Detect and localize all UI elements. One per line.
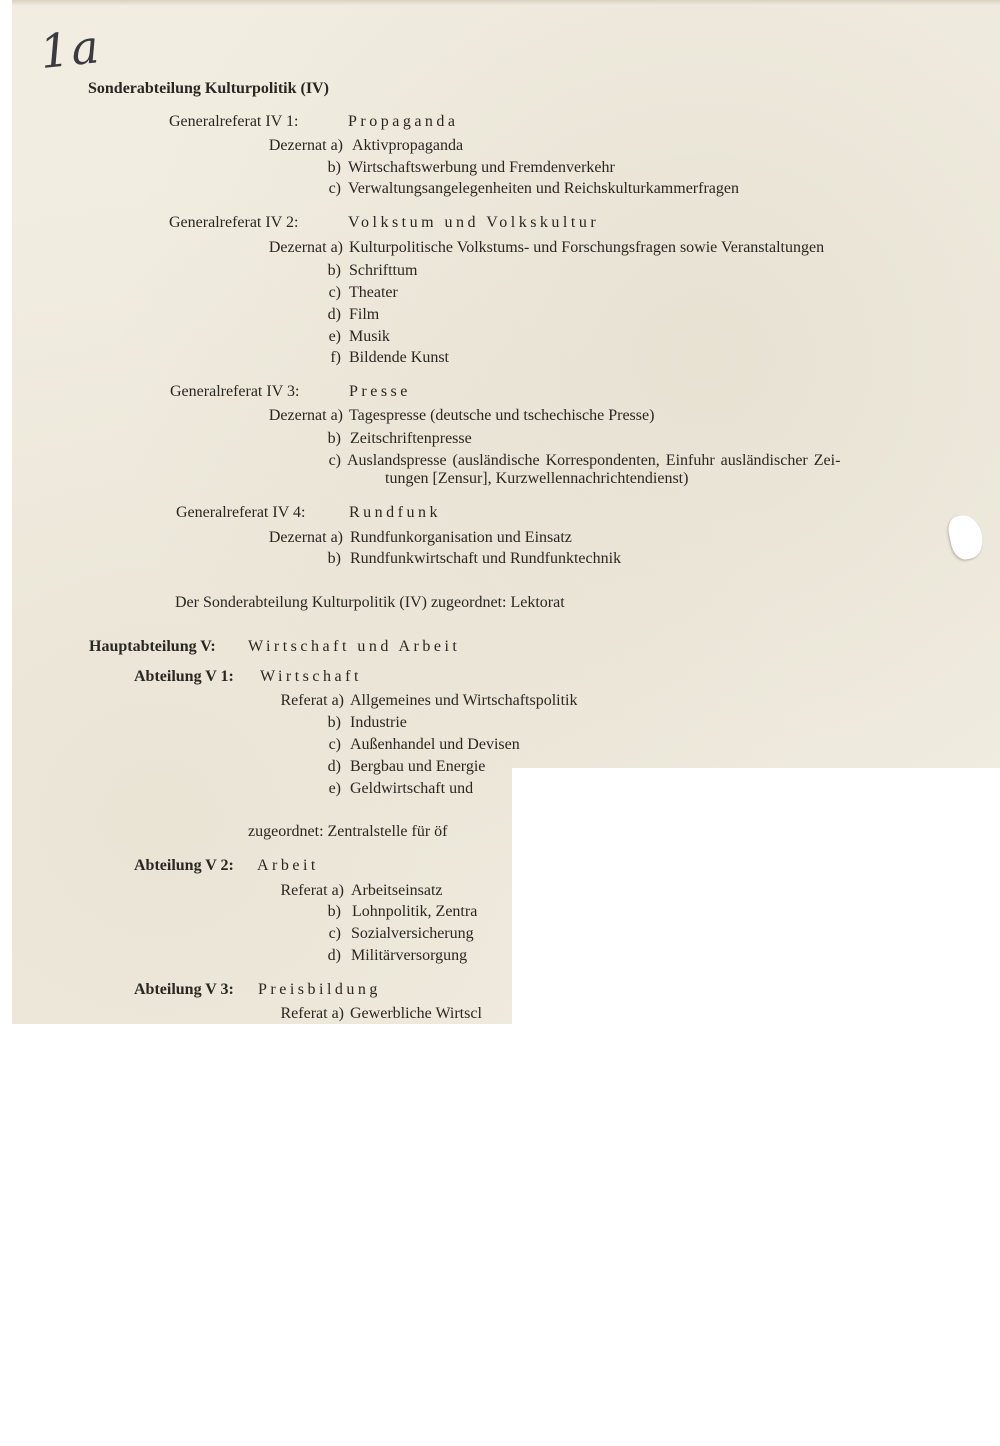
item-prefix: d) — [327, 306, 341, 323]
list-item: Auslandspresse (ausländische Korrespondenten, Einfuhr ausländischer Zei- — [347, 452, 841, 469]
list-item: Theater — [349, 284, 398, 301]
abteilung-name: Arbeit — [257, 857, 319, 874]
item-prefix: b) — [327, 550, 341, 567]
list-item: Zeitschriftenpresse — [350, 430, 472, 447]
list-item: Tagespresse (deutsche und tschechische Presse) — [349, 407, 655, 424]
page-edge — [12, 0, 1000, 6]
item-prefix: Dezernat a) — [268, 239, 343, 256]
generalreferat-name: Rundfunk — [349, 504, 441, 521]
list-item-continuation: tungen [Zensur], Kurzwellennachrichtendienst) — [385, 470, 689, 487]
item-prefix: Dezernat a) — [268, 529, 343, 546]
item-prefix: c) — [328, 452, 341, 469]
item-prefix: d) — [327, 758, 341, 775]
assigned-note: Der Sonderabteilung Kulturpolitik (IV) zugeordnet: Lektorat — [175, 594, 565, 611]
abteilung-label: Abteilung V 3: — [134, 981, 234, 998]
item-prefix: Referat a) — [280, 1005, 344, 1022]
assigned-note: zugeordnet: Zentralstelle für öf — [248, 823, 448, 840]
list-item: Rundfunkorganisation und Einsatz — [350, 529, 572, 546]
generalreferat-label: Generalreferat IV 4: — [176, 504, 306, 521]
generalreferat-name: Volkstum und Volkskultur — [348, 214, 600, 231]
abteilung-label: Abteilung V 2: — [134, 857, 234, 874]
generalreferat-name: Presse — [349, 383, 411, 400]
item-prefix: b) — [327, 262, 341, 279]
item-prefix: f) — [330, 349, 341, 366]
list-item: Aktivpropaganda — [352, 137, 464, 154]
item-prefix: c) — [328, 180, 341, 197]
generalreferat-label: Generalreferat IV 2: — [169, 214, 299, 231]
list-item: Geldwirtschaft und — [350, 780, 474, 797]
list-item: Militärversorgung — [351, 947, 468, 964]
item-prefix: Referat a) — [280, 692, 344, 709]
list-item: Film — [349, 306, 380, 323]
item-prefix: Dezernat a) — [268, 137, 343, 154]
list-item: Bergbau und Energie — [350, 758, 486, 775]
list-item: Außenhandel und Devisen — [350, 736, 520, 753]
item-prefix: c) — [328, 736, 341, 753]
item-prefix: d) — [327, 947, 341, 964]
item-prefix: b) — [327, 159, 341, 176]
section-title: Hauptabteilung V: — [89, 638, 216, 655]
item-prefix: c) — [328, 284, 341, 301]
list-item: Verwaltungsangelegenheiten und Reichskulturkammerfragen — [348, 180, 739, 197]
abteilung-name: Wirtschaft — [260, 668, 362, 685]
generalreferat-label: Generalreferat IV 1: — [169, 113, 299, 130]
list-item: Bildende Kunst — [349, 349, 449, 366]
generalreferat-name: Propaganda — [348, 113, 459, 130]
item-prefix: Dezernat a) — [268, 407, 343, 424]
list-item: Arbeitseinsatz — [351, 882, 443, 899]
list-item: Schrifttum — [349, 262, 418, 279]
blank-cutout — [512, 768, 1000, 1024]
section-title: Sonderabteilung Kulturpolitik (IV) — [88, 80, 329, 97]
list-item: Allgemeines und Wirtschaftspolitik — [350, 692, 578, 709]
item-prefix: e) — [328, 780, 341, 797]
generalreferat-label: Generalreferat IV 3: — [170, 383, 300, 400]
list-item: Kulturpolitische Volkstums- und Forschungsfragen sowie Veranstaltungen — [349, 239, 825, 256]
item-prefix: Referat a) — [280, 882, 344, 899]
section-name: Wirtschaft und Arbeit — [248, 638, 461, 655]
list-item: Musik — [349, 328, 390, 345]
list-item: Sozialversicherung — [351, 925, 474, 942]
item-prefix: e) — [328, 328, 341, 345]
list-item: Wirtschaftswerbung und Fremdenverkehr — [348, 159, 615, 176]
item-prefix: c) — [328, 925, 341, 942]
list-item: Gewerbliche Wirtscl — [350, 1005, 482, 1022]
list-item: Lohnpolitik, Zentra — [352, 903, 478, 920]
item-prefix: b) — [327, 714, 341, 731]
handwritten-note: 1a — [37, 18, 104, 80]
list-item: Rundfunkwirtschaft und Rundfunktechnik — [350, 550, 622, 567]
list-item: Industrie — [350, 714, 407, 731]
item-prefix: b) — [327, 430, 341, 447]
abteilung-label: Abteilung V 1: — [134, 668, 234, 685]
abteilung-name: Preisbildung — [258, 981, 381, 998]
item-prefix: b) — [327, 903, 341, 920]
